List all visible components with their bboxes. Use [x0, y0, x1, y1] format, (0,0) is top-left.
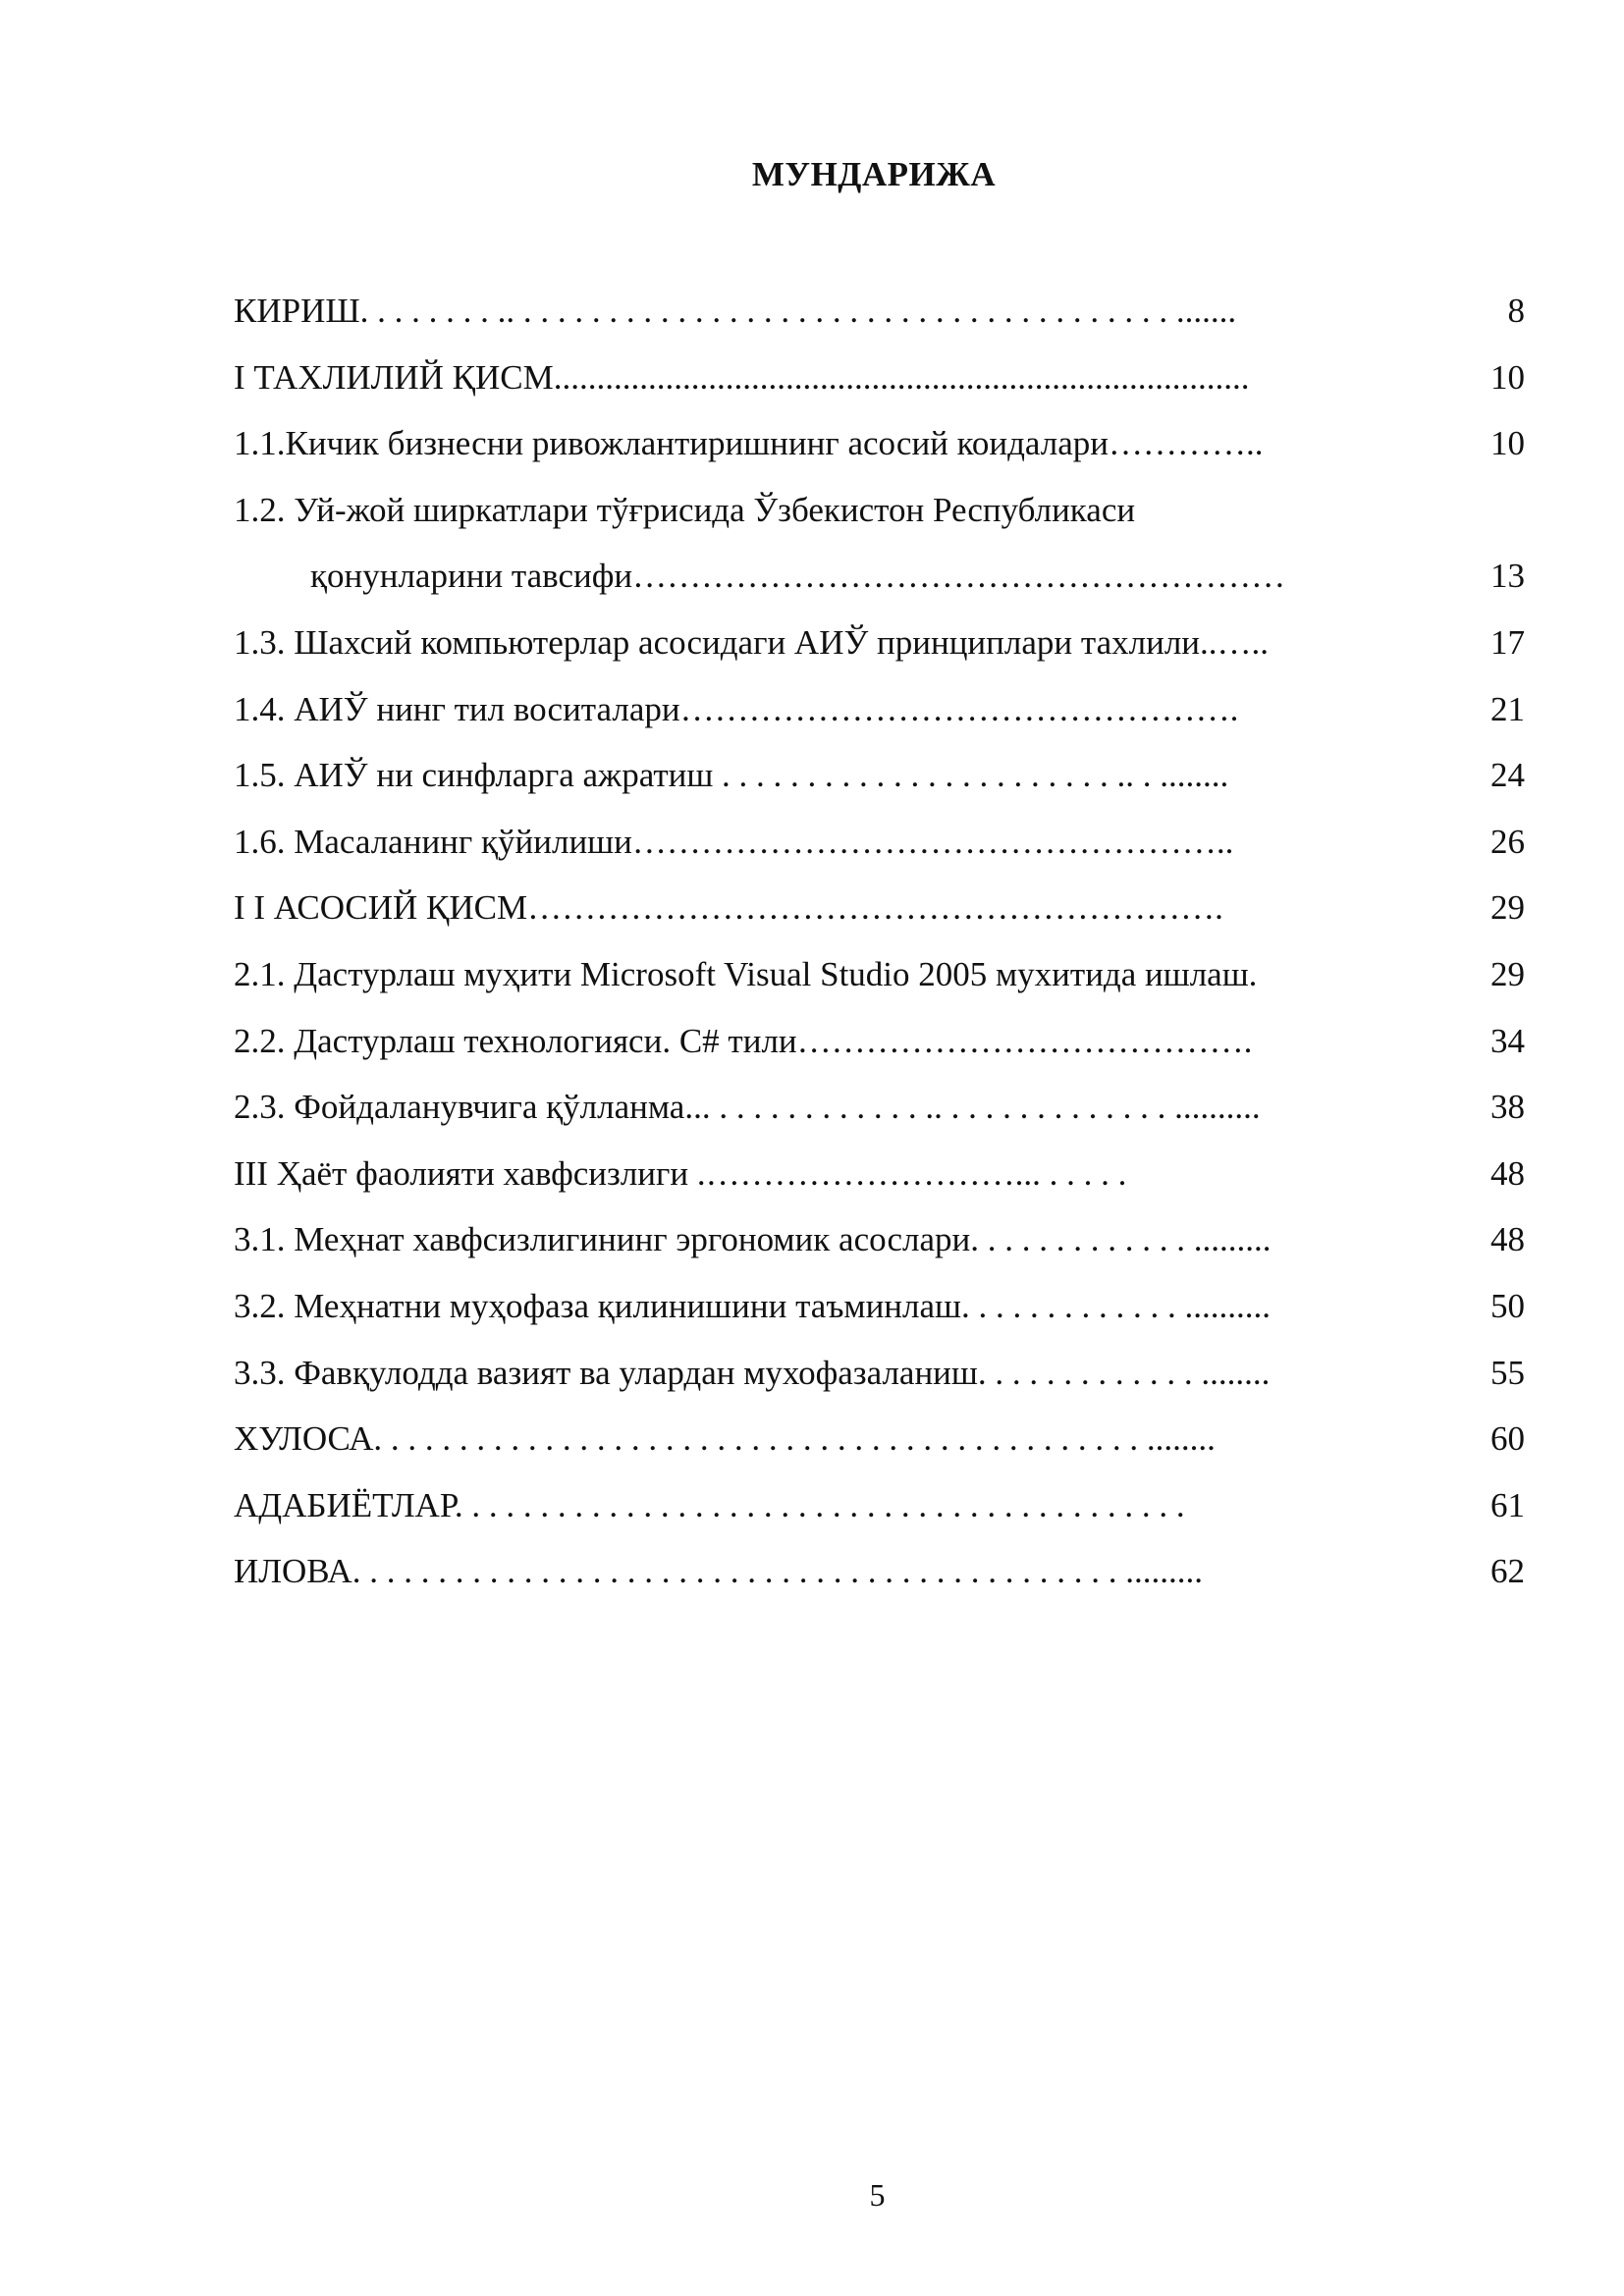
toc-entry [234, 1211, 1530, 1278]
toc-entry [234, 747, 1530, 814]
toc-entry-page: 26 [1490, 822, 1525, 861]
toc-entry-page: 21 [1490, 689, 1525, 728]
toc-entry [234, 1079, 1530, 1146]
toc-entry-text: қонунларини тавсифи………………………………………………… [310, 557, 1286, 596]
toc-entry [234, 1543, 1530, 1610]
toc-entry [234, 415, 1530, 482]
toc-entry [234, 1146, 1530, 1212]
page-number: 5 [869, 2177, 886, 2213]
toc-entry [234, 1345, 1530, 1412]
toc-entry [234, 1411, 1530, 1477]
toc-entry-text: 3.3. Фавқулодда вазият ва улардан мухофазаланиш. . . . . . . . . . . . . ........ [234, 1353, 1271, 1392]
toc-entry-text: 1.2. Уй-жой ширкатлари тўғрисида Ўзбекистон Республикаси [234, 490, 1136, 529]
toc-entry-text: I I АСОСИЙ ҚИСМ……………………………………………………. [234, 888, 1223, 928]
toc-entry-page: 55 [1490, 1353, 1525, 1392]
toc-entry-page: 62 [1490, 1552, 1525, 1591]
toc-entry-text: 2.2. Дастурлаш технологияси. C# тили…………………………………. [234, 1021, 1253, 1060]
toc-entry-text: 1.3. Шахсий компьютерлар асосидаги АИЎ принциплари тахлили..….. [234, 622, 1270, 662]
toc-entry-page: 29 [1490, 954, 1525, 993]
toc-entry-text: 1.4. АИЎ нинг тил воситалари…………………………………………. [234, 689, 1239, 728]
toc-entry-page: 48 [1490, 1220, 1525, 1259]
toc-entry-page: 10 [1490, 357, 1525, 397]
toc-entry-page: 50 [1490, 1286, 1525, 1325]
toc-entry [234, 283, 1530, 349]
toc-entry [234, 814, 1530, 881]
toc-entry-text: 1.1.Кичик бизнесни ривожлантиришнинг асосий коидалари………….. [234, 424, 1264, 463]
toc-entry [234, 482, 1530, 549]
toc-entry-page: 38 [1490, 1088, 1525, 1127]
toc-entry-text: ИЛОВА. . . . . . . . . . . . . . . . . . . . . . . . . . . . . . . . . . . . . . . . . . . . . ......... [234, 1552, 1203, 1591]
table-of-contents [234, 283, 1530, 1610]
toc-entry [234, 1278, 1530, 1345]
toc-entry-text: 1.6. Масаланинг қўйилиши…………………………………………….. [234, 822, 1234, 861]
toc-entry-text: КИРИШ. . . . . . . . .. . . . . . . . . . . . . . . . . . . . . . . . . . . . . . . . . . . . . . . ....... [234, 292, 1237, 330]
toc-entry-text: III Ҳаёт фаолияти хавфсизлиги .………………………... . . . . . [234, 1153, 1127, 1193]
toc-entry [234, 1013, 1530, 1080]
toc-entry-page: 61 [1490, 1485, 1525, 1524]
toc-entry-page: 17 [1490, 622, 1525, 662]
toc-entry [234, 548, 1530, 614]
toc-entry-text: ХУЛОСА. . . . . . . . . . . . . . . . . . . . . . . . . . . . . . . . . . . . . . . . . . . . . ........ [234, 1419, 1216, 1459]
toc-entry-text: 2.3. Фойдаланувчига қўлланма... . . . . . . . . . . . . .. . . . . . . . . . . . . . .......... [234, 1088, 1261, 1127]
toc-entry-page: 29 [1490, 888, 1525, 928]
toc-entry-page: 34 [1490, 1021, 1525, 1060]
toc-entry-text: 3.1. Меҳнат хавфсизлигининг эргономик асослари. . . . . . . . . . . . . ......... [234, 1220, 1272, 1259]
toc-entry-text: 1.5. АИЎ ни синфларга ажратиш . . . . . . . . . . . . . . . . . . . . . . . .. . ........ [234, 756, 1229, 795]
toc-entry-page: 48 [1490, 1153, 1525, 1193]
toc-entry-text: I ТАХЛИЛИЙ ҚИСМ................................................................................. [234, 357, 1250, 397]
page-title: МУНДАРИЖА [751, 155, 997, 193]
toc-entry [234, 880, 1530, 946]
toc-entry-page: 8 [1507, 292, 1525, 330]
toc-entry [234, 614, 1530, 681]
toc-entry [234, 349, 1530, 416]
toc-entry [234, 1477, 1530, 1544]
toc-entry-page: 10 [1490, 424, 1525, 463]
toc-entry-text: АДАБИЁТЛАР. . . . . . . . . . . . . . . . . . . . . . . . . . . . . . . . . . . . . . . . . . . [234, 1485, 1185, 1524]
toc-entry-page: 60 [1490, 1419, 1525, 1459]
toc-entry-text: 3.2. Меҳнатни муҳофаза қилинишини таъминлаш. . . . . . . . . . . . . .......... [234, 1286, 1271, 1325]
toc-entry-text: 2.1. Дастурлаш муҳити Microsoft Visual Studio 2005 мухитида ишлаш. [234, 954, 1258, 993]
toc-entry [234, 681, 1530, 748]
toc-entry [234, 946, 1530, 1013]
toc-entry-page: 24 [1490, 756, 1525, 795]
toc-entry-page: 13 [1490, 557, 1525, 596]
